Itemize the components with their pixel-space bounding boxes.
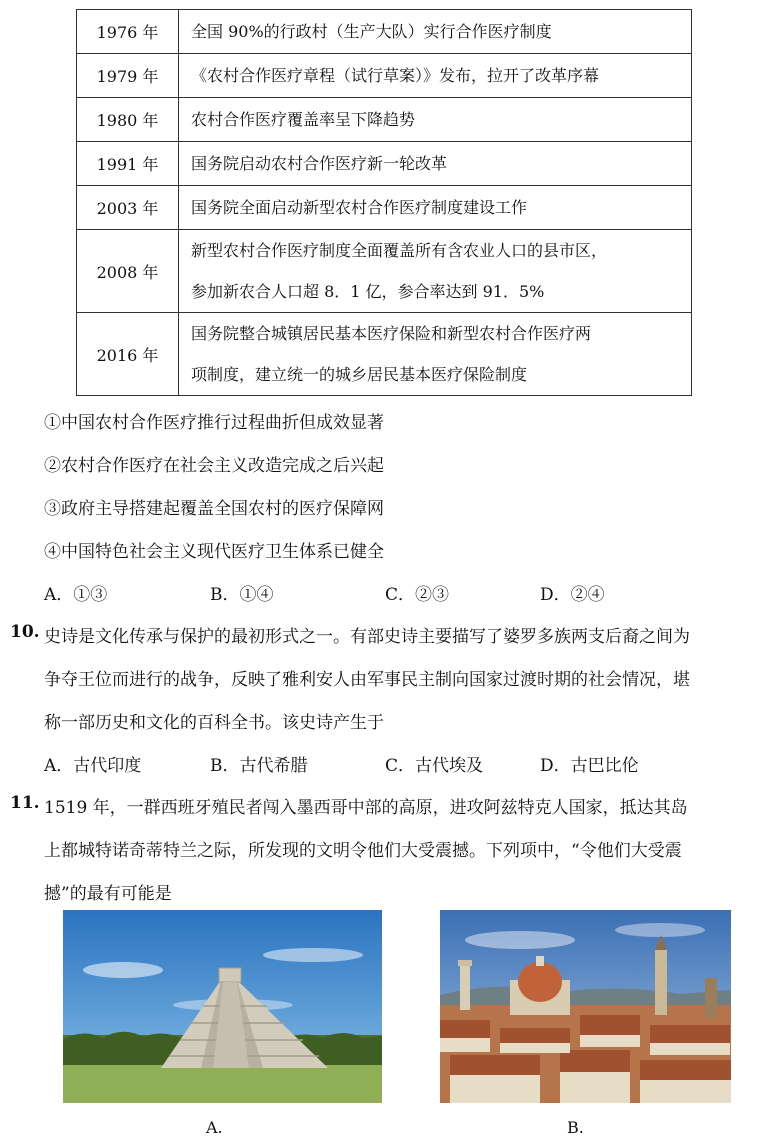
event-line: 新型农村合作医疗制度全面覆盖所有含农业人口的县市区， <box>191 241 608 260</box>
q9-option-a[interactable]: A．①③ <box>44 585 108 605</box>
event-line: 参加新农合人口超 8．1 亿，参合率达到 91．5% <box>191 282 545 301</box>
q10-line-2: 争夺王位而进行的战争，反映了雅利安人由军事民主制向国家过渡时期的社会情况，堪 <box>44 670 690 690</box>
statement-2: ②农村合作医疗在社会主义改造完成之后兴起 <box>44 456 384 476</box>
city-dome-image <box>440 910 731 1103</box>
q11-line-2: 上都城特诺奇蒂特兰之际，所发现的文明令他们大受震撼。下列项中，“令他们大受震 <box>44 841 682 861</box>
statement-1: ①中国农村合作医疗推行过程曲折但成效显著 <box>44 413 384 433</box>
year-cell: 2003 年 <box>77 186 179 230</box>
q10-option-b[interactable]: B．古代希腊 <box>210 756 308 776</box>
q10-number: 10. <box>10 622 40 642</box>
statement-4: ④中国特色社会主义现代医疗卫生体系已健全 <box>44 542 384 562</box>
event-line: 《农村合作医疗章程（试行草案）》发布，拉开了改革序幕 <box>191 66 600 85</box>
year-cell: 2016 年 <box>77 313 179 396</box>
table-row <box>77 230 692 313</box>
event-line: 项制度，建立统一的城乡居民基本医疗保险制度 <box>191 365 528 384</box>
q11-line-3: 撼”的最有可能是 <box>44 884 172 904</box>
event-cell <box>179 313 692 396</box>
year-cell: 2008 年 <box>77 230 179 313</box>
year-cell: 1991 年 <box>77 142 179 186</box>
year-cell: 1979 年 <box>77 54 179 98</box>
event-cell <box>179 10 692 54</box>
caption-b: B. <box>567 1118 584 1137</box>
event-line: 农村合作医疗覆盖率呈下降趋势 <box>191 110 416 129</box>
event-cell <box>179 98 692 142</box>
event-cell <box>179 54 692 98</box>
q10-option-d[interactable]: D．古巴比伦 <box>540 756 639 776</box>
history-table <box>76 9 692 396</box>
q11-number: 11. <box>10 793 40 813</box>
option-b-image[interactable] <box>440 910 731 1103</box>
q9-option-b[interactable]: B．①④ <box>210 585 274 605</box>
q9-option-c[interactable]: C．②③ <box>385 585 450 605</box>
event-line: 国务院全面启动新型农村合作医疗制度建设工作 <box>191 198 528 217</box>
event-line: 全国 90%的行政村（生产大队）实行合作医疗制度 <box>191 22 552 41</box>
table-row <box>77 98 692 142</box>
caption-a: A. <box>206 1118 223 1137</box>
table-row <box>77 186 692 230</box>
statement-3: ③政府主导搭建起覆盖全国农村的医疗保障网 <box>44 499 384 519</box>
event-cell <box>179 142 692 186</box>
year-cell: 1976 年 <box>77 10 179 54</box>
q10-line-3: 称一部历史和文化的百科全书。该史诗产生于 <box>44 713 384 733</box>
q10-option-c[interactable]: C．古代埃及 <box>385 756 484 776</box>
option-a-image[interactable] <box>63 910 382 1103</box>
q10-line-1: 史诗是文化传承与保护的最初形式之一。有部史诗主要描写了婆罗多族两支后裔之间为 <box>44 627 690 647</box>
pyramid-image <box>63 910 382 1103</box>
table-row <box>77 142 692 186</box>
q11-line-1: 1519 年，一群西班牙殖民者闯入墨西哥中部的高原，进攻阿兹特克人国家，抵达其岛 <box>44 798 688 818</box>
table-row <box>77 10 692 54</box>
event-line: 国务院整合城镇居民基本医疗保险和新型农村合作医疗两 <box>191 324 592 343</box>
q9-option-d[interactable]: D．②④ <box>540 585 605 605</box>
q10-option-a[interactable]: A．古代印度 <box>44 756 142 776</box>
table-row <box>77 54 692 98</box>
event-cell <box>179 186 692 230</box>
event-line: 国务院启动农村合作医疗新一轮改革 <box>191 154 448 173</box>
event-cell <box>179 230 692 313</box>
year-cell: 1980 年 <box>77 98 179 142</box>
table-row <box>77 313 692 396</box>
